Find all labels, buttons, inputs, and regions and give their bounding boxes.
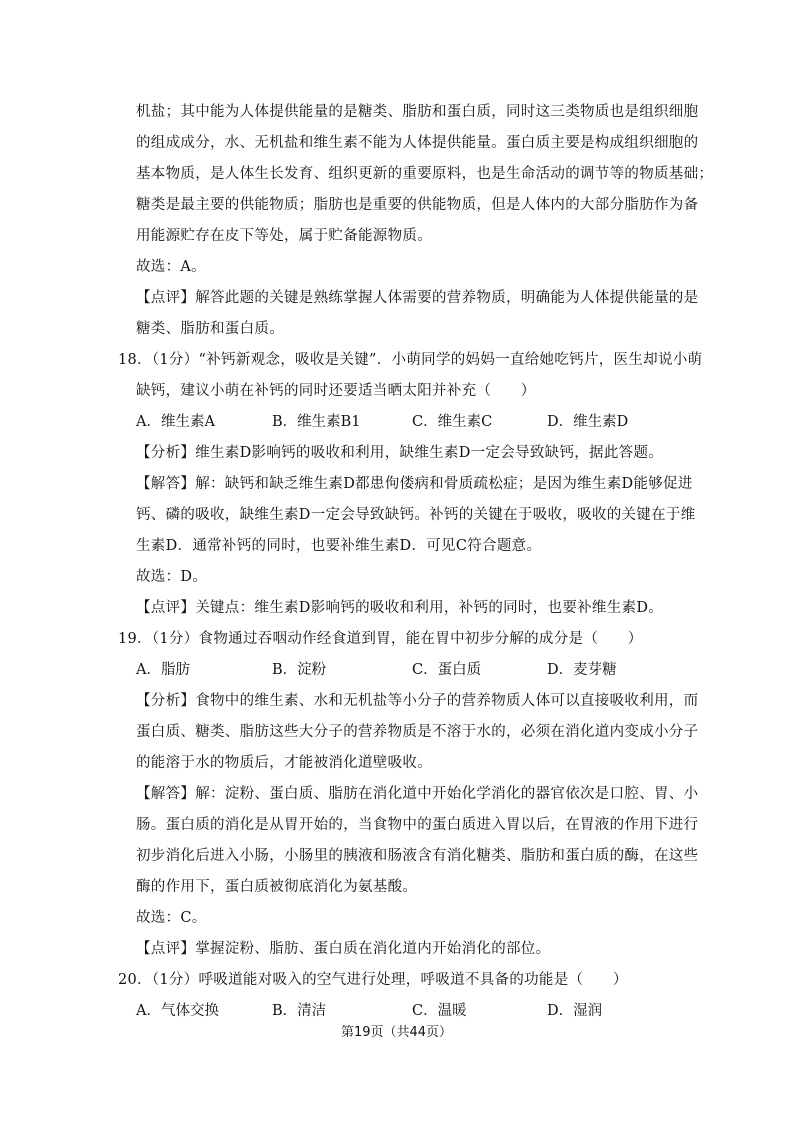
text-line: 的能溶于水的物质后，才能被消化道壁吸收。 bbox=[136, 755, 432, 771]
q20-option-a: A．气体交换 bbox=[136, 1003, 219, 1019]
page-footer: 第19页（共44页） bbox=[340, 1025, 453, 1040]
comment-line: 【点评】掌握淀粉、脂肪、蛋白质在消化道内开始消化的部位。 bbox=[136, 941, 551, 957]
q18-option-a: A．维生素A bbox=[136, 414, 215, 430]
text-line: 机盐；其中能为人体提供能量的是糖类、脂肪和蛋白质，同时这三类物质也是组织细胞 bbox=[136, 104, 699, 120]
question-20: 20．（1分）呼吸道能对吸入的空气进行处理，呼吸道不具备的功能是（ ） bbox=[118, 972, 628, 988]
solution-line: 【解答】解：缺钙和缺乏维生素D都患佝偻病和骨质疏松症；是因为维生素D能够促进 bbox=[136, 476, 693, 492]
text-line: 糖类是最主要的供能物质；脂肪也是重要的供能物质，但是人体内的大部分脂肪作为备 bbox=[136, 197, 699, 213]
text-line: 初步消化后进入小肠，小肠里的胰液和肠液含有消化糖类、脂肪和蛋白质的酶，在这些 bbox=[136, 848, 699, 864]
q19-option-c: C．蛋白质 bbox=[412, 662, 482, 678]
comment-line: 【点评】解答此题的关键是熟练掌握人体需要的营养物质，明确能为人体提供能量的是 bbox=[136, 290, 699, 306]
text-line: 糖类、脂肪和蛋白质。 bbox=[136, 321, 284, 337]
q19-option-d: D．麦芽糖 bbox=[547, 662, 617, 678]
text-line: 的组成成分，水、无机盐和维生素不能为人体提供能量。蛋白质主要是构成组织细胞的 bbox=[136, 135, 699, 151]
text-line: 钙、磷的吸收，缺维生素D一定会导致缺钙。补钙的关键在于吸收，吸收的关键在于维 bbox=[136, 507, 696, 523]
text-line: 缺钙，建议小萌在补钙的同时还要适当晒太阳并补充（ ） bbox=[136, 383, 536, 399]
text-line: 用能源贮存在皮下等处，属于贮备能源物质。 bbox=[136, 228, 432, 244]
analysis-line: 【分析】维生素D影响钙的吸收和利用，缺维生素D一定会导致缺钙，据此答题。 bbox=[136, 445, 664, 461]
q20-option-b: B．清洁 bbox=[272, 1003, 327, 1019]
solution-line: 【解答】解：淀粉、蛋白质、脂肪在消化道中开始化学消化的器官依次是口腔、胃、小 bbox=[136, 786, 699, 802]
text-line: 酶的作用下，蛋白质被彻底消化为氨基酸。 bbox=[136, 879, 418, 895]
text-line: 蛋白质、糖类、脂肪这些大分子的营养物质是不溶于水的，必须在消化道内变成小分子 bbox=[136, 724, 699, 740]
answer-line: 故选：A。 bbox=[136, 259, 206, 275]
q19-option-b: B．淀粉 bbox=[272, 662, 327, 678]
analysis-line: 【分析】食物中的维生素、水和无机盐等小分子的营养物质人体可以直接吸收利用，而 bbox=[136, 693, 699, 709]
q18-option-c: C．维生素C bbox=[412, 414, 493, 430]
text-line: 肠。蛋白质的消化是从胃开始的，当食物中的蛋白质进入胃以后，在胃液的作用下进行 bbox=[136, 817, 699, 833]
q20-option-c: C．温暖 bbox=[412, 1003, 467, 1019]
q18-option-d: D．维生素D bbox=[547, 414, 629, 430]
text-line: 基本物质，是人体生长发育、组织更新的重要原料，也是生命活动的调节等的物质基础； bbox=[136, 166, 714, 182]
q19-option-a: A．脂肪 bbox=[136, 662, 190, 678]
comment-line: 【点评】关键点：维生素D影响钙的吸收和利用，补钙的同时，也要补维生素D。 bbox=[136, 600, 664, 616]
question-18: 18．（1分）“补钙新观念，吸收是关键”．小萌同学的妈妈一直给她吃钙片，医生却说小萌 bbox=[118, 352, 703, 368]
question-19: 19．（1分）食物通过吞咽动作经食道到胃，能在胃中初步分解的成分是（ ） bbox=[118, 631, 643, 647]
answer-line: 故选：D。 bbox=[136, 569, 208, 585]
text-line: 生素D．通常补钙的同时，也要补维生素D．可见C符合题意。 bbox=[136, 538, 542, 554]
q20-option-d: D．湿润 bbox=[547, 1003, 603, 1019]
q18-option-b: B．维生素B1 bbox=[272, 414, 361, 430]
answer-line: 故选：C。 bbox=[136, 910, 207, 926]
